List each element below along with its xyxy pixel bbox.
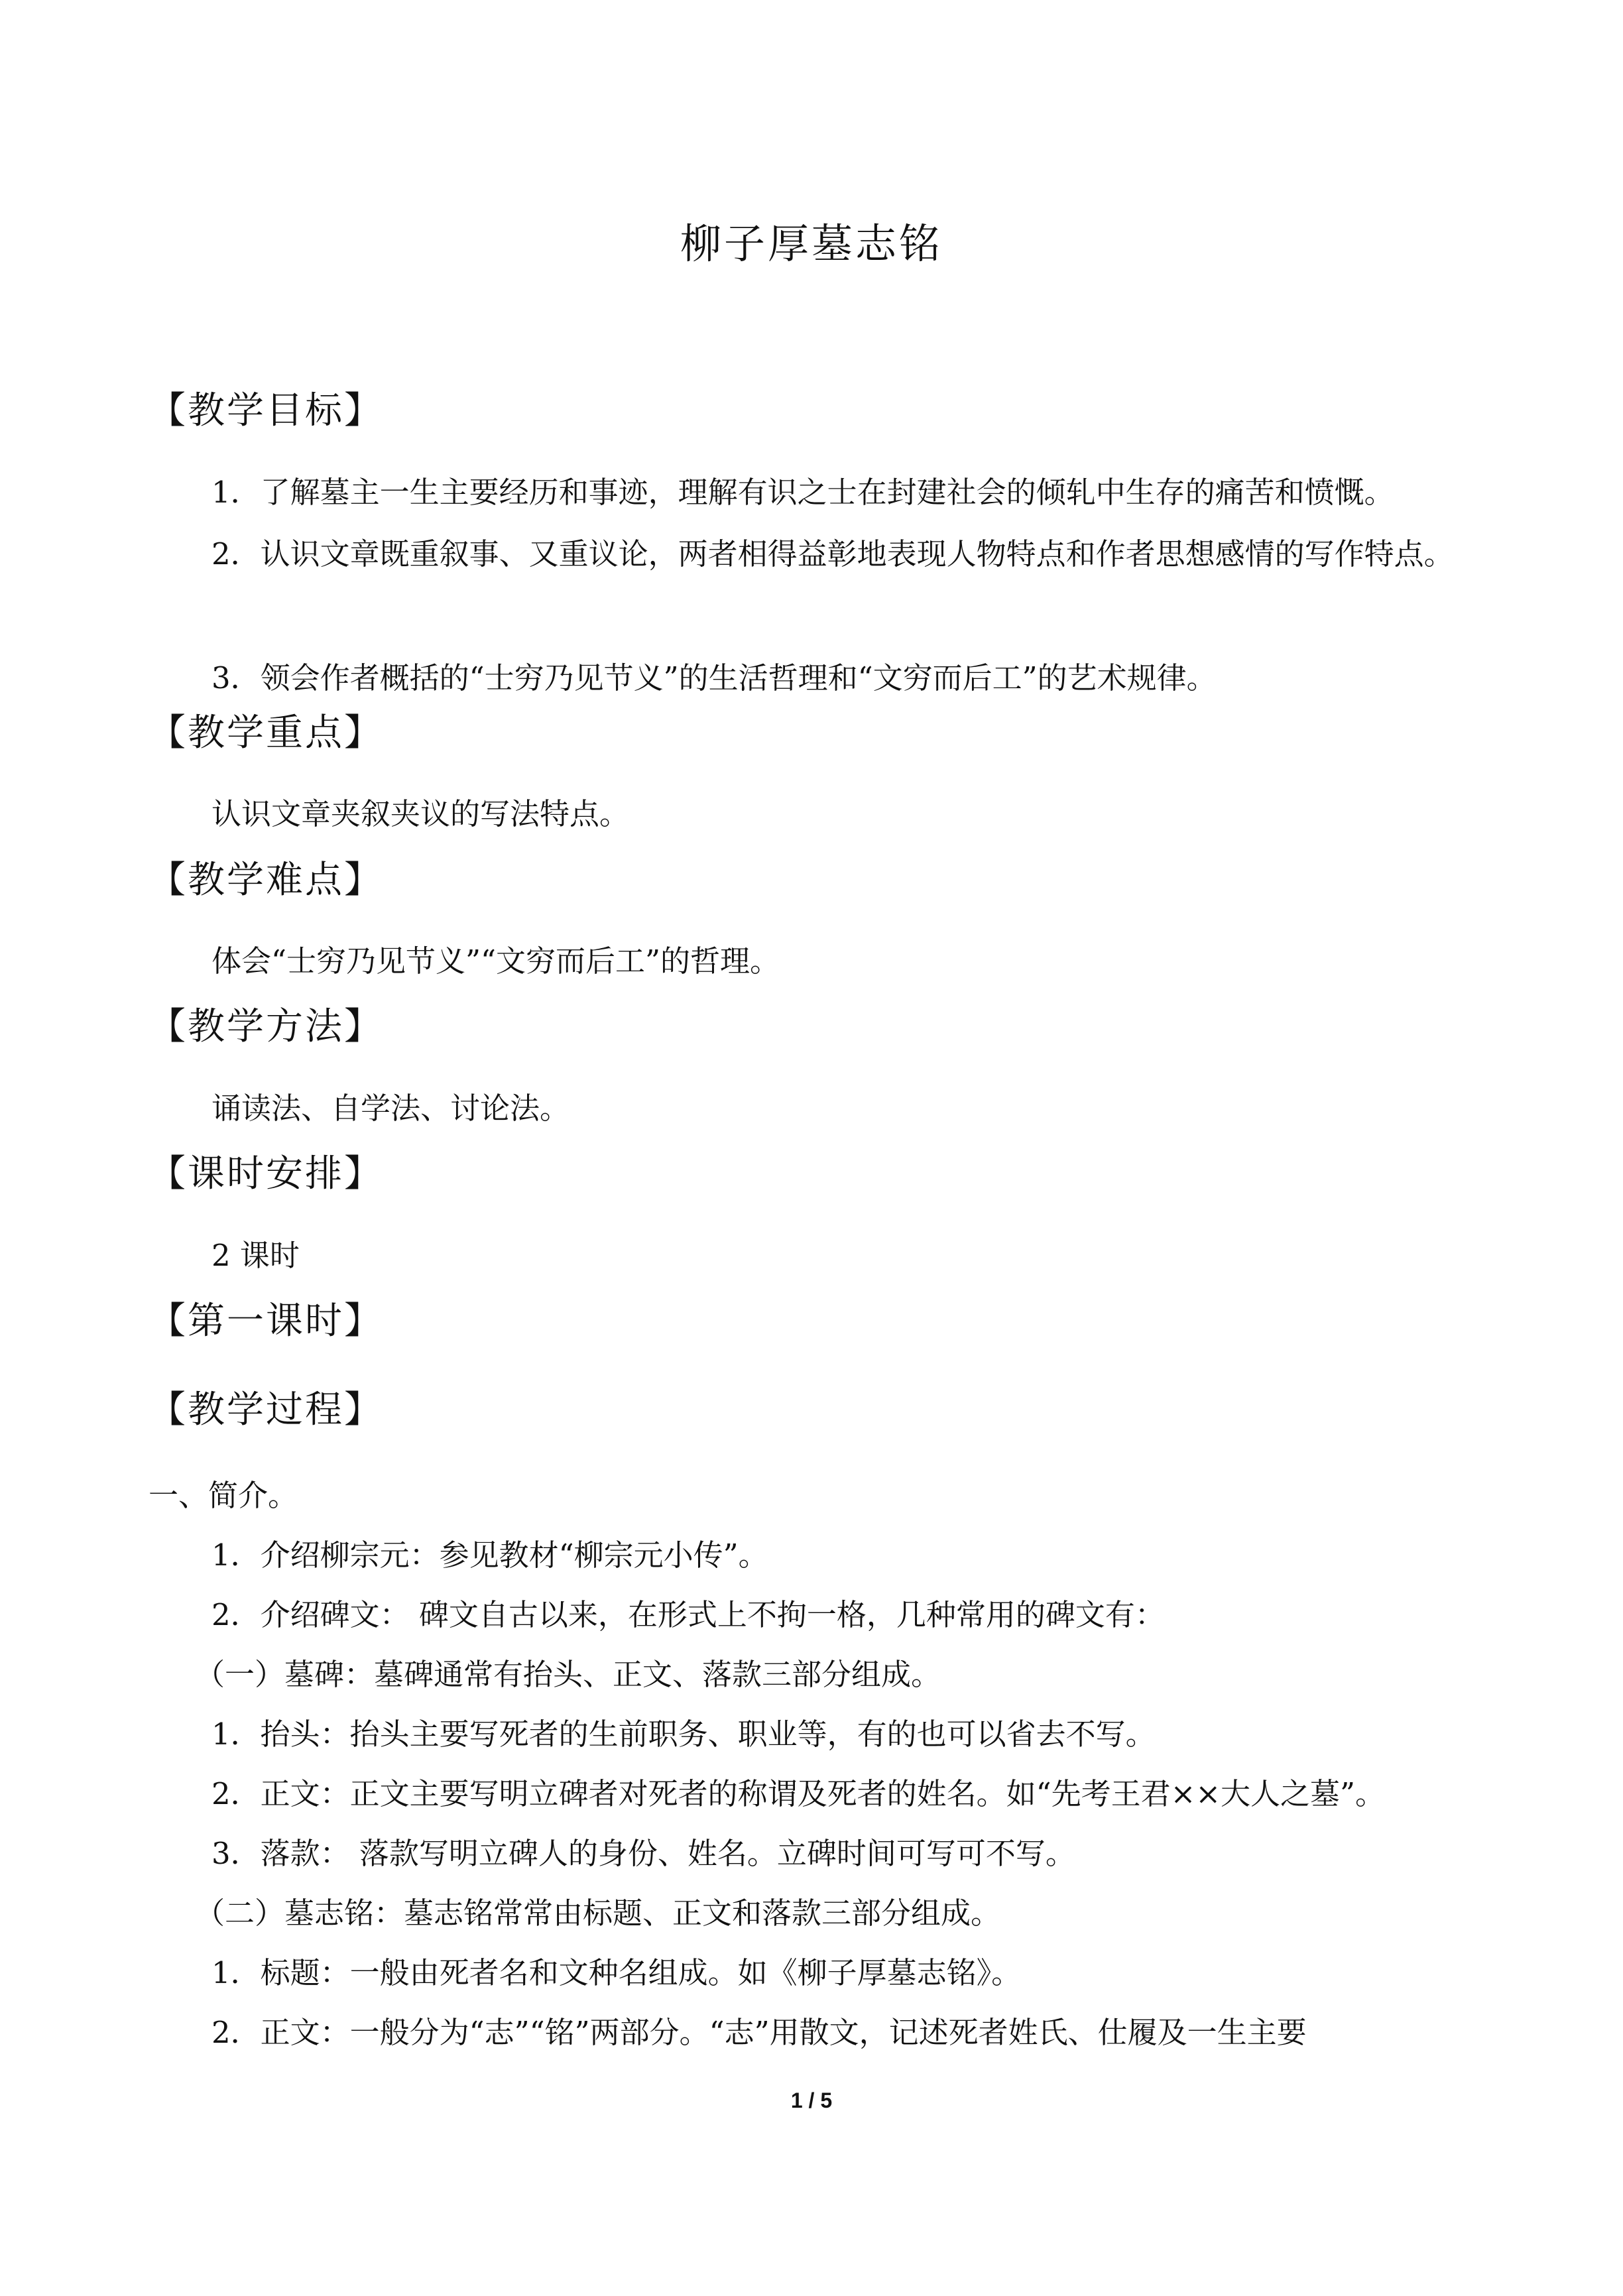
process-line-6: 2．正文：正文主要写明立碑者对死者的称谓及死者的姓名。如“先考王君××大人之墓”。 bbox=[211, 1776, 1386, 1811]
document-title: 柳子厚墓志铭 bbox=[680, 219, 943, 268]
process-line bbox=[149, 1597, 1474, 1632]
section-heading-first-lesson bbox=[149, 1299, 1474, 1343]
process-line bbox=[149, 1896, 1474, 1931]
goal-item-2: 2．认识文章既重叙事、又重议论，两者相得益彰地表现人物特点和作者思想感情的写作特点。 bbox=[211, 536, 1454, 572]
process-line-10: 2．正文：一般分为“志”“铭”两部分。“志”用散文，记述死者姓氏、仕履及一生主要 bbox=[211, 2015, 1307, 2050]
process-line-1: 一、简介。 bbox=[149, 1478, 298, 1513]
section-heading-schedule bbox=[149, 1152, 1474, 1195]
process-line bbox=[149, 1717, 1474, 1752]
key-points-text bbox=[149, 796, 1474, 831]
heading-text: 【教学重点】 bbox=[149, 711, 383, 755]
section-heading-methods bbox=[149, 1005, 1474, 1048]
process-line bbox=[149, 2015, 1474, 2050]
process-line bbox=[149, 1955, 1474, 1990]
section-heading-key-points bbox=[149, 711, 1474, 755]
goal-item-1: 1．了解墓主一生主要经历和事迹，理解有识之士在封建社会的倾轧中生存的痛苦和愤慨。 bbox=[211, 475, 1394, 510]
methods-text bbox=[149, 1091, 1474, 1126]
process-line bbox=[149, 1538, 1474, 1573]
section-heading-goals bbox=[149, 389, 1474, 432]
heading-text: 【教学过程】 bbox=[149, 1388, 383, 1431]
body-text: 认识文章夹叙夹议的写法特点。 bbox=[211, 796, 630, 831]
process-line bbox=[149, 1776, 1474, 1811]
heading-text: 【课时安排】 bbox=[149, 1152, 383, 1195]
body-text: 2 课时 bbox=[211, 1238, 300, 1273]
goal-item bbox=[149, 524, 1474, 585]
process-line-9: 1．标题：一般由死者名和文种名组成。如《柳子厚墓志铭》。 bbox=[211, 1955, 1022, 1990]
heading-text: 【教学难点】 bbox=[149, 859, 383, 902]
heading-text: 【教学方法】 bbox=[149, 1005, 383, 1048]
process-line-2: 1．介绍柳宗元：参见教材“柳宗元小传”。 bbox=[211, 1538, 768, 1573]
process-line-5: 1．抬头：抬头主要写死者的生前职务、职业等，有的也可以省去不写。 bbox=[211, 1717, 1156, 1752]
schedule-text bbox=[149, 1238, 1474, 1273]
body-text: 诵读法、自学法、讨论法。 bbox=[211, 1091, 570, 1126]
process-line bbox=[149, 1478, 1474, 1513]
goal-item bbox=[149, 660, 1474, 695]
goal-item-3: 3．领会作者概括的“士穷乃见节义”的生活哲理和“文穷而后工”的艺术规律。 bbox=[211, 660, 1217, 695]
heading-text: 【第一课时】 bbox=[149, 1299, 383, 1343]
goal-item bbox=[149, 475, 1474, 510]
difficulties-text bbox=[149, 943, 1474, 979]
process-line-8: （二）墓志铭：墓志铭常常由标题、正文和落款三部分组成。 bbox=[195, 1896, 1001, 1931]
process-line-3: 2．介绍碑文： 碑文自古以来，在形式上不拘一格，几种常用的碑文有： bbox=[211, 1597, 1165, 1632]
body-text: 体会“士穷乃见节义”“文穷而后工”的哲理。 bbox=[211, 943, 780, 979]
process-line bbox=[149, 1836, 1474, 1871]
process-line-7: 3．落款： 落款写明立碑人的身份、姓名。立碑时间可写可不写。 bbox=[211, 1836, 1075, 1871]
process-line-4: （一）墓碑：墓碑通常有抬头、正文、落款三部分组成。 bbox=[195, 1657, 941, 1692]
section-heading-process bbox=[149, 1388, 1474, 1431]
page-number: 1 / 5 bbox=[790, 2088, 833, 2112]
process-line bbox=[149, 1657, 1474, 1692]
heading-text: 【教学目标】 bbox=[149, 389, 383, 432]
section-heading-difficulties bbox=[149, 859, 1474, 902]
